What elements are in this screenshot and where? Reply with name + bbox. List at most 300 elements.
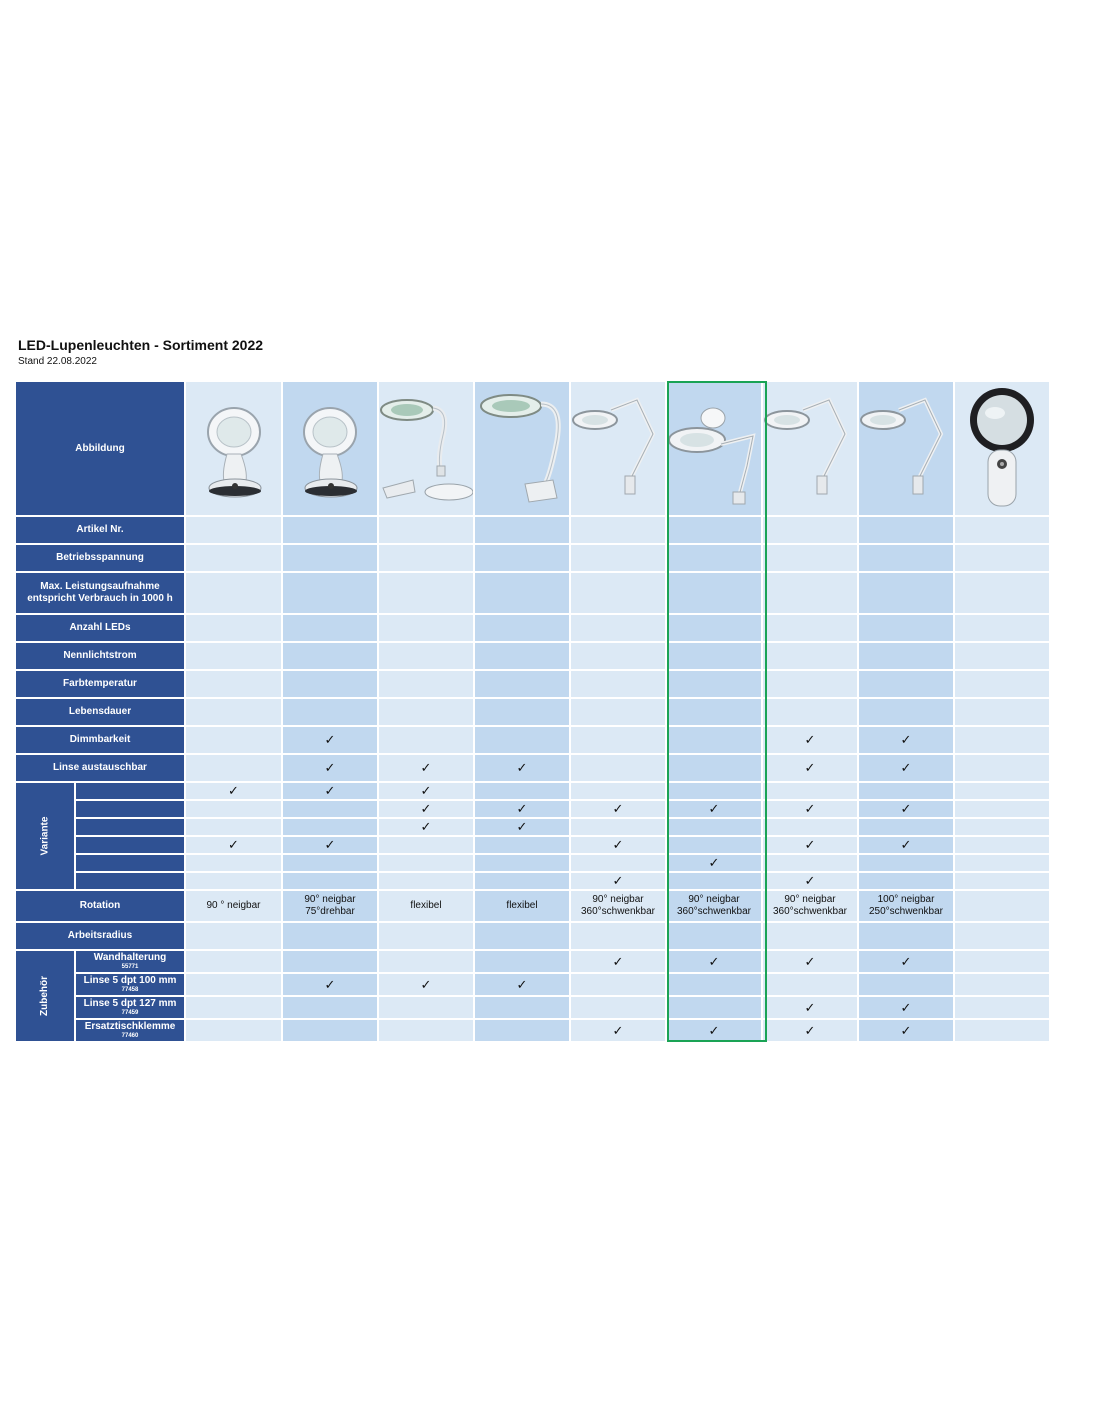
accessory-check-cell — [283, 951, 377, 972]
rotation-line: 75°drehbar — [305, 906, 355, 917]
product-image — [475, 382, 569, 515]
variant-check-cell — [283, 801, 377, 817]
accessory-check-cell — [955, 974, 1049, 995]
value-cell — [763, 573, 857, 613]
variant-check-cell — [667, 783, 761, 799]
value-cell — [186, 615, 281, 641]
checkmark-icon: ✓ — [900, 999, 912, 1015]
variant-check-cell — [859, 819, 953, 835]
variant-check-cell — [667, 819, 761, 835]
accessory-check-cell — [763, 951, 857, 972]
accessory-check-cell — [186, 997, 281, 1018]
value-cell — [186, 545, 281, 571]
variant-check-cell — [859, 837, 953, 853]
accessory-check-cell — [763, 997, 857, 1018]
value-cell — [859, 699, 953, 725]
accessory-name: Linse 5 dpt 100 mm — [83, 975, 177, 986]
value-cell — [859, 517, 953, 543]
variant-label — [76, 801, 184, 817]
check-cell — [379, 755, 473, 781]
accessory-check-cell — [475, 951, 569, 972]
value-cell — [475, 643, 569, 669]
value-cell — [955, 671, 1049, 697]
row-label — [16, 573, 184, 613]
checkmark-icon: ✓ — [900, 953, 912, 969]
rotation-cell — [763, 891, 857, 921]
variant-check-cell — [667, 801, 761, 817]
variant-check-cell — [763, 783, 857, 799]
radius-cell — [475, 923, 569, 949]
checkmark-icon: ✓ — [324, 837, 336, 852]
checkmark-icon: ✓ — [804, 953, 816, 969]
checkmark-icon: ✓ — [804, 873, 816, 888]
accessory-check-cell — [379, 951, 473, 972]
rotation-line: 100° neigbar — [877, 894, 935, 905]
group-label-text: Variante — [38, 816, 50, 856]
comparison-table — [16, 382, 1052, 1038]
group-label-text: Zubehör — [39, 976, 50, 1016]
value-cell — [186, 517, 281, 543]
variant-label — [76, 819, 184, 835]
accessory-check-cell — [571, 1020, 665, 1041]
value-cell — [859, 615, 953, 641]
value-cell — [955, 517, 1049, 543]
accessory-check-cell — [955, 951, 1049, 972]
check-cell — [859, 727, 953, 753]
accessory-name: Wandhalterung — [93, 952, 167, 963]
checkmark-icon: ✓ — [324, 783, 336, 798]
accessory-code: 77459 — [121, 1010, 139, 1016]
check-cell — [475, 727, 569, 753]
accessory-check-cell — [667, 974, 761, 995]
check-cell — [763, 755, 857, 781]
variant-check-cell — [186, 801, 281, 817]
value-cell — [955, 615, 1049, 641]
group-label-zubehoer — [16, 951, 74, 1041]
check-cell — [763, 727, 857, 753]
variant-check-cell — [955, 801, 1049, 817]
accessory-check-cell — [859, 997, 953, 1018]
lamp-gooseneck-icon — [379, 382, 473, 515]
accessory-check-cell — [955, 997, 1049, 1018]
check-cell — [859, 755, 953, 781]
value-cell — [571, 545, 665, 571]
radius-cell — [283, 923, 377, 949]
row-label-arbeitsradius — [16, 923, 184, 949]
variant-check-cell — [475, 819, 569, 835]
value-cell — [955, 573, 1049, 613]
radius-cell — [763, 923, 857, 949]
variant-check-cell — [379, 783, 473, 799]
check-cell — [283, 727, 377, 753]
product-image — [859, 382, 953, 515]
variant-check-cell — [763, 855, 857, 871]
rotation-line: 90° neigbar — [688, 894, 740, 905]
row-label-rotation — [16, 891, 184, 921]
value-cell — [955, 545, 1049, 571]
lamp-gooseneck-clamp-icon — [475, 382, 569, 515]
variant-check-cell — [379, 801, 473, 817]
variant-check-cell — [283, 837, 377, 853]
accessory-check-cell — [379, 997, 473, 1018]
rotation-cell — [667, 891, 761, 921]
variant-check-cell — [475, 837, 569, 853]
value-cell — [571, 699, 665, 725]
row-label-text: Dimmbarkeit — [69, 734, 131, 745]
rotation-cell — [571, 891, 665, 921]
lamp-arm-clamp-icon — [763, 382, 857, 515]
value-cell — [955, 699, 1049, 725]
value-cell — [283, 545, 377, 571]
checkmark-icon: ✓ — [804, 732, 816, 747]
page-title: LED-Lupenleuchten - Sortiment 2022 — [18, 337, 264, 353]
accessory-check-cell — [763, 1020, 857, 1041]
checkmark-icon: ✓ — [804, 1022, 816, 1038]
variant-label — [76, 783, 184, 799]
value-cell — [283, 699, 377, 725]
accessory-code: 77460 — [121, 1033, 139, 1039]
variant-check-cell — [955, 837, 1049, 853]
checkmark-icon: ✓ — [612, 837, 624, 852]
value-cell — [186, 573, 281, 613]
accessory-check-cell — [283, 974, 377, 995]
value-cell — [763, 615, 857, 641]
variant-check-cell — [763, 837, 857, 853]
value-cell — [667, 699, 761, 725]
checkmark-icon: ✓ — [420, 819, 432, 834]
check-cell — [667, 727, 761, 753]
accessory-label — [76, 1020, 184, 1041]
row-label-text: Nennlichtstrom — [63, 650, 137, 661]
value-cell — [763, 671, 857, 697]
variant-check-cell — [955, 855, 1049, 871]
checkmark-icon: ✓ — [516, 819, 528, 834]
value-cell — [571, 615, 665, 641]
accessory-check-cell — [186, 974, 281, 995]
radius-cell — [186, 923, 281, 949]
accessory-check-cell — [186, 1020, 281, 1041]
page-subtitle: Stand 22.08.2022 — [18, 356, 97, 367]
row-label-line: entspricht Verbrauch in 1000 h — [27, 593, 173, 604]
value-cell — [667, 517, 761, 543]
variant-check-cell — [667, 855, 761, 871]
header-abbildung-label: Abbildung — [75, 442, 125, 454]
value-cell — [186, 643, 281, 669]
variant-check-cell — [283, 855, 377, 871]
accessory-check-cell — [571, 997, 665, 1018]
value-cell — [475, 517, 569, 543]
value-cell — [667, 615, 761, 641]
value-cell — [283, 671, 377, 697]
check-cell — [571, 755, 665, 781]
value-cell — [859, 545, 953, 571]
check-cell — [475, 755, 569, 781]
group-label-variante — [16, 783, 74, 889]
variant-check-cell — [571, 855, 665, 871]
checkmark-icon: ✓ — [228, 837, 239, 852]
checkmark-icon: ✓ — [804, 760, 816, 775]
checkmark-icon: ✓ — [612, 953, 624, 969]
hand-magnifier-icon — [955, 382, 1049, 515]
rotation-line: 360°schwenkbar — [580, 906, 656, 917]
checkmark-icon: ✓ — [900, 837, 912, 852]
variant-check-cell — [186, 783, 281, 799]
value-cell — [283, 643, 377, 669]
checkmark-icon: ✓ — [612, 873, 624, 888]
rotation-cell — [186, 891, 281, 921]
checkmark-icon: ✓ — [804, 999, 816, 1015]
value-cell — [475, 615, 569, 641]
check-cell — [186, 755, 281, 781]
checkmark-icon: ✓ — [900, 760, 912, 775]
lamp-double-arm-clamp-icon — [667, 382, 761, 515]
row-label — [16, 517, 184, 543]
radius-cell — [379, 923, 473, 949]
rotation-line: flexibel — [410, 900, 442, 911]
checkmark-icon: ✓ — [324, 732, 336, 747]
row-label-line: Max. Leistungsaufnahme — [40, 581, 160, 592]
variant-check-cell — [283, 819, 377, 835]
product-image — [379, 382, 473, 515]
value-cell — [379, 517, 473, 543]
variant-check-cell — [859, 783, 953, 799]
accessory-check-cell — [571, 951, 665, 972]
row-label — [16, 699, 184, 725]
checkmark-icon: ✓ — [420, 760, 432, 775]
accessory-check-cell — [379, 1020, 473, 1041]
variant-check-cell — [475, 783, 569, 799]
value-cell — [955, 643, 1049, 669]
row-label-text: Betriebsspannung — [56, 552, 144, 563]
rotation-line: 90° neigbar — [592, 894, 644, 905]
checkmark-icon: ✓ — [900, 732, 912, 747]
value-cell — [571, 573, 665, 613]
value-cell — [667, 573, 761, 613]
checkmark-icon: ✓ — [612, 801, 624, 816]
variant-check-cell — [571, 873, 665, 889]
variant-check-cell — [283, 873, 377, 889]
variant-check-cell — [571, 837, 665, 853]
product-image — [571, 382, 665, 515]
checkmark-icon: ✓ — [900, 801, 912, 816]
check-cell — [283, 755, 377, 781]
variant-check-cell — [475, 873, 569, 889]
checkmark-icon: ✓ — [708, 1022, 720, 1038]
product-image — [283, 382, 377, 515]
variant-check-cell — [859, 801, 953, 817]
accessory-check-cell — [859, 951, 953, 972]
checkmark-icon: ✓ — [804, 801, 816, 816]
variant-check-cell — [667, 873, 761, 889]
rotation-line: 90 ° neigbar — [206, 900, 261, 911]
product-image — [763, 382, 857, 515]
accessory-label — [76, 974, 184, 995]
rotation-line: 90° neigbar — [784, 894, 836, 905]
variant-check-cell — [186, 819, 281, 835]
value-cell — [859, 573, 953, 613]
variant-check-cell — [859, 873, 953, 889]
radius-cell — [571, 923, 665, 949]
checkmark-icon: ✓ — [420, 801, 432, 816]
row-label-text: Artikel Nr. — [76, 524, 124, 535]
product-image — [955, 382, 1049, 515]
check-cell — [379, 727, 473, 753]
value-cell — [763, 545, 857, 571]
rotation-cell — [283, 891, 377, 921]
lamp-arm-clamp-icon — [859, 382, 953, 515]
accessory-check-cell — [186, 951, 281, 972]
row-label — [16, 643, 184, 669]
variant-check-cell — [859, 855, 953, 871]
checkmark-icon: ✓ — [516, 760, 528, 775]
checkmark-icon: ✓ — [516, 976, 528, 992]
checkmark-icon: ✓ — [612, 1022, 624, 1038]
accessory-check-cell — [859, 1020, 953, 1041]
variant-check-cell — [283, 783, 377, 799]
value-cell — [475, 699, 569, 725]
value-cell — [379, 643, 473, 669]
radius-cell — [955, 923, 1049, 949]
variant-check-cell — [186, 837, 281, 853]
variant-check-cell — [763, 801, 857, 817]
variant-check-cell — [667, 837, 761, 853]
value-cell — [283, 615, 377, 641]
value-cell — [283, 573, 377, 613]
variant-check-cell — [955, 783, 1049, 799]
product-image — [667, 382, 761, 515]
value-cell — [667, 643, 761, 669]
product-image — [186, 382, 281, 515]
value-cell — [667, 545, 761, 571]
checkmark-icon: ✓ — [420, 976, 432, 992]
accessory-name: Ersatztischklemme — [84, 1021, 176, 1032]
value-cell — [379, 545, 473, 571]
check-cell — [955, 755, 1049, 781]
row-label — [16, 615, 184, 641]
variant-label — [76, 837, 184, 853]
value-cell — [475, 545, 569, 571]
value-cell — [283, 517, 377, 543]
check-cell — [667, 755, 761, 781]
value-cell — [186, 671, 281, 697]
rotation-line: 90° neigbar — [304, 894, 356, 905]
row-label-text: Lebensdauer — [68, 706, 132, 717]
variant-check-cell — [571, 801, 665, 817]
value-cell — [763, 643, 857, 669]
accessory-check-cell — [859, 974, 953, 995]
value-cell — [379, 671, 473, 697]
row-label-text: Anzahl LEDs — [69, 622, 131, 633]
value-cell — [667, 671, 761, 697]
checkmark-icon: ✓ — [516, 801, 528, 816]
checkmark-icon: ✓ — [324, 760, 336, 775]
accessory-check-cell — [667, 1020, 761, 1041]
checkmark-icon: ✓ — [420, 783, 432, 798]
value-cell — [571, 671, 665, 697]
accessory-check-cell — [955, 1020, 1049, 1041]
accessory-check-cell — [379, 974, 473, 995]
row-label — [16, 671, 184, 697]
row-label — [16, 545, 184, 571]
accessory-check-cell — [667, 951, 761, 972]
row-label-text: Farbtemperatur — [63, 678, 137, 689]
value-cell — [379, 615, 473, 641]
variant-check-cell — [186, 873, 281, 889]
row-label — [16, 755, 184, 781]
value-cell — [475, 573, 569, 613]
radius-cell — [667, 923, 761, 949]
accessory-label — [76, 997, 184, 1018]
value-cell — [859, 671, 953, 697]
accessory-check-cell — [667, 997, 761, 1018]
rotation-cell — [955, 891, 1049, 921]
variant-check-cell — [763, 873, 857, 889]
variant-check-cell — [475, 801, 569, 817]
checkmark-icon: ✓ — [708, 855, 720, 870]
accessory-check-cell — [763, 974, 857, 995]
check-cell — [571, 727, 665, 753]
check-cell — [186, 727, 281, 753]
value-cell — [379, 699, 473, 725]
variant-check-cell — [571, 819, 665, 835]
accessory-check-cell — [475, 1020, 569, 1041]
variant-check-cell — [379, 837, 473, 853]
checkmark-icon: ✓ — [228, 783, 239, 798]
lamp-stand-icon — [283, 382, 377, 515]
accessory-check-cell — [475, 997, 569, 1018]
accessory-check-cell — [283, 997, 377, 1018]
variant-check-cell — [186, 855, 281, 871]
accessory-name: Linse 5 dpt 127 mm — [83, 998, 177, 1009]
value-cell — [186, 699, 281, 725]
value-cell — [763, 699, 857, 725]
accessory-code: 55771 — [121, 964, 139, 970]
variant-check-cell — [763, 819, 857, 835]
row-label — [16, 727, 184, 753]
rotation-line: 360°schwenkbar — [676, 906, 752, 917]
accessory-check-cell — [475, 974, 569, 995]
accessory-check-cell — [283, 1020, 377, 1041]
variant-check-cell — [379, 855, 473, 871]
header-abbildung — [16, 382, 184, 515]
value-cell — [475, 671, 569, 697]
variant-label — [76, 855, 184, 871]
variant-check-cell — [955, 819, 1049, 835]
accessory-code: 77458 — [121, 987, 139, 993]
accessory-label — [76, 951, 184, 972]
checkmark-icon: ✓ — [900, 1022, 912, 1038]
rotation-cell — [475, 891, 569, 921]
checkmark-icon: ✓ — [708, 953, 720, 969]
rotation-cell — [859, 891, 953, 921]
value-cell — [571, 517, 665, 543]
check-cell — [955, 727, 1049, 753]
value-cell — [763, 517, 857, 543]
variant-check-cell — [475, 855, 569, 871]
value-cell — [379, 573, 473, 613]
rotation-cell — [379, 891, 473, 921]
rotation-line: 250°schwenkbar — [868, 906, 944, 917]
value-cell — [571, 643, 665, 669]
variant-label — [76, 873, 184, 889]
checkmark-icon: ✓ — [804, 837, 816, 852]
variant-check-cell — [571, 783, 665, 799]
rotation-line: flexibel — [506, 900, 538, 911]
variant-check-cell — [379, 873, 473, 889]
lamp-stand-icon — [187, 382, 281, 515]
checkmark-icon: ✓ — [708, 801, 720, 816]
variant-check-cell — [379, 819, 473, 835]
